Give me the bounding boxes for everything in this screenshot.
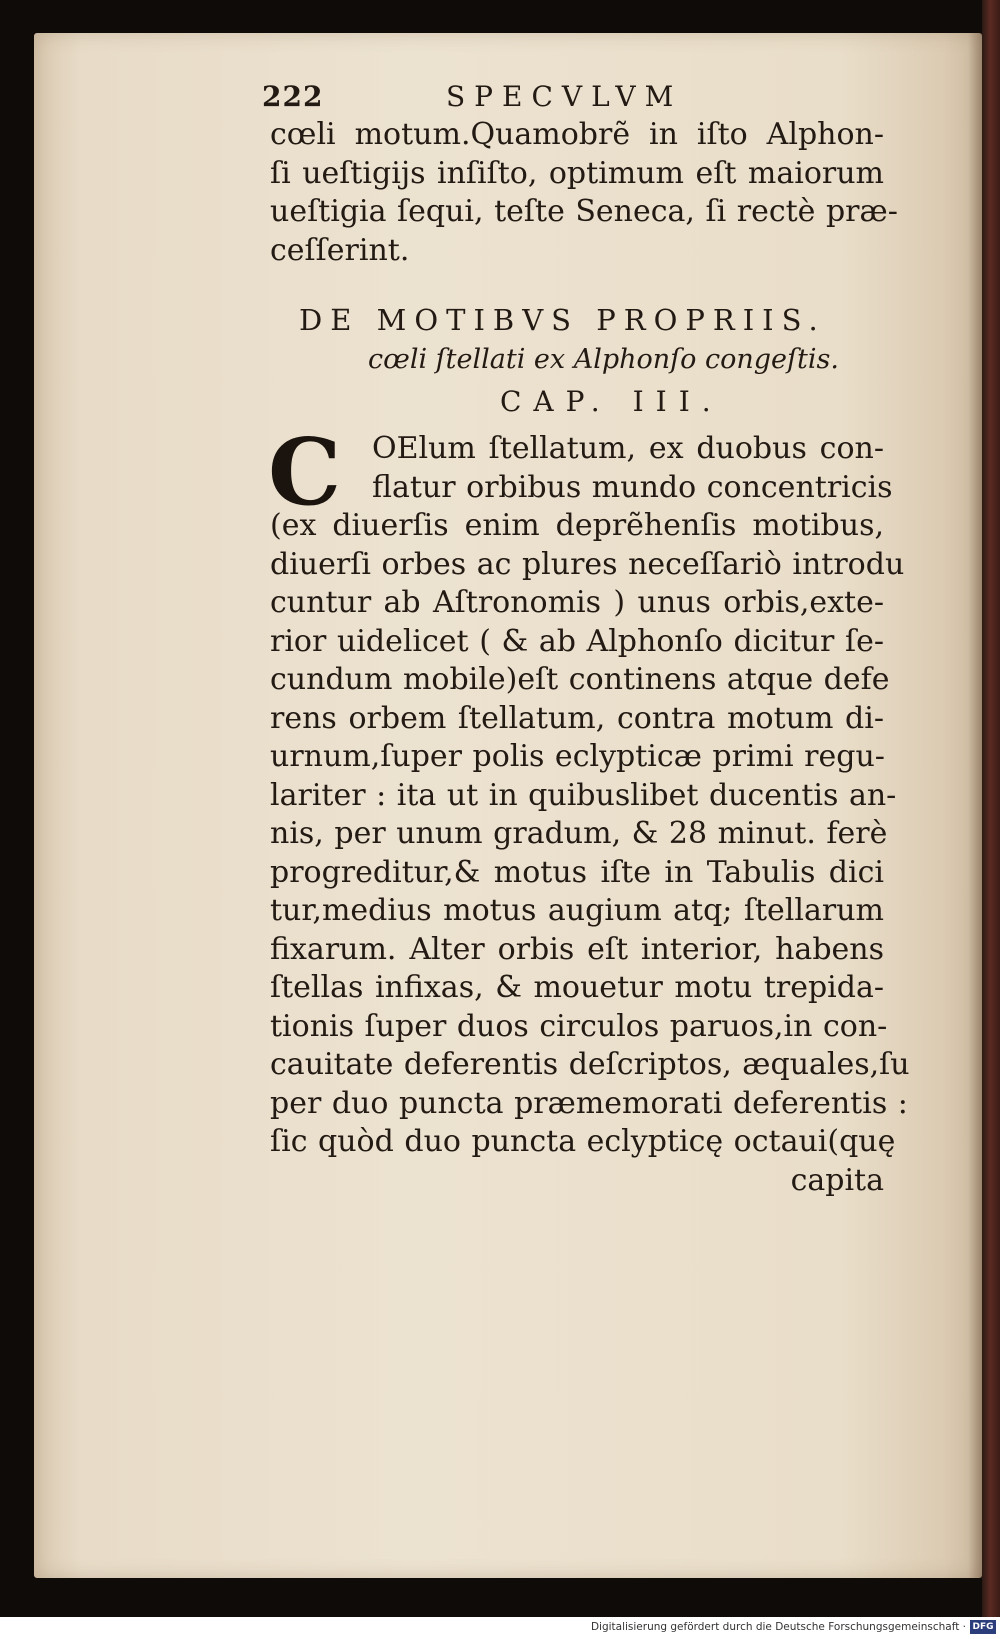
chapter-line: ſic quòd duo puncta eclypticę octaui(quę: [270, 1124, 896, 1159]
book-spine: [982, 0, 1000, 1617]
dfg-logo: DFG: [970, 1620, 996, 1634]
chapter-subtitle: cœli ſtellati ex Alphonſo congeſtis.: [368, 344, 839, 375]
opening-line: ceſſerint.: [270, 232, 410, 268]
chapter-line: diuerſi orbes ac plures neceſſariò introdu: [270, 546, 905, 582]
folio-number: 222: [262, 80, 324, 113]
footer-credit: Digitalisierung gefördert durch die Deutsche Forschungsgemeinschaft ·: [590, 1621, 966, 1633]
chapter-line: tionis ſuper duos circulos paruos,in con-: [270, 1008, 888, 1044]
catchword: capita: [790, 1162, 884, 1198]
chapter-line: nis, per unum gradum, & 28 minut. ferè: [270, 816, 888, 851]
chapter-line: (ex diuerſis enim deprẽhenſis motibus,: [270, 508, 884, 543]
chapter-body: [244, 418, 940, 1200]
chapter-line: per duo puncta præmemorati deferentis :: [270, 1085, 908, 1121]
chapter-line: flatur orbibus mundo concentricis: [372, 469, 893, 505]
page-edge-shadow: [968, 33, 982, 1578]
chapter-line: cauitate deferentis deſcriptos, æquales,ſu: [270, 1047, 910, 1082]
chapter-line: lariter : ita ut in quibuslibet ducentis an-: [270, 777, 897, 813]
chapter-line: progreditur,& motus iſte in Tabulis dici: [270, 854, 884, 890]
digitization-footer: [0, 1617, 1000, 1639]
opening-line: ſi ueſtigijs inſiſto, optimum eſt maiorum: [270, 155, 884, 191]
running-title: SPECVLVM: [446, 80, 683, 113]
chapter-line: rior uidelicet ( & ab Alphonſo dicitur ſe-: [270, 623, 884, 659]
chapter-line: rens orbem ſtellatum, contra motum di-: [270, 700, 884, 736]
chapter-number: CAP. III.: [500, 385, 723, 418]
running-head: [244, 76, 940, 116]
chapter-line: ſtellas infixas, & mouetur motu trepida-: [270, 970, 884, 1005]
chapter-line: tur,medius motus augium atq; ſtellarum: [270, 893, 884, 928]
chapter-title: DE MOTIBVS PROPRIIS.: [299, 303, 826, 337]
chapter-line: fixarum. Alter orbis eſt interior, habens: [270, 931, 884, 967]
opening-line: cœli motum.Quamobrẽ in iſto Alphon-: [270, 117, 884, 152]
chapter-line: cuntur ab Aſtronomis ) unus orbis,exte-: [270, 585, 884, 620]
drop-cap-initial: C: [268, 418, 342, 526]
chapter-line: cundum mobile)eſt continens atque defe: [270, 662, 890, 697]
chapter-line: OElum ſtellatum, ex duobus con-: [372, 431, 884, 466]
page-text-block: [244, 76, 940, 1200]
chapter-line: urnum,ſuper polis eclypticæ primi regu-: [270, 739, 885, 774]
opening-line: ueſtigia ſequi, teſte Seneca, ſi rectè præ-: [270, 194, 898, 229]
